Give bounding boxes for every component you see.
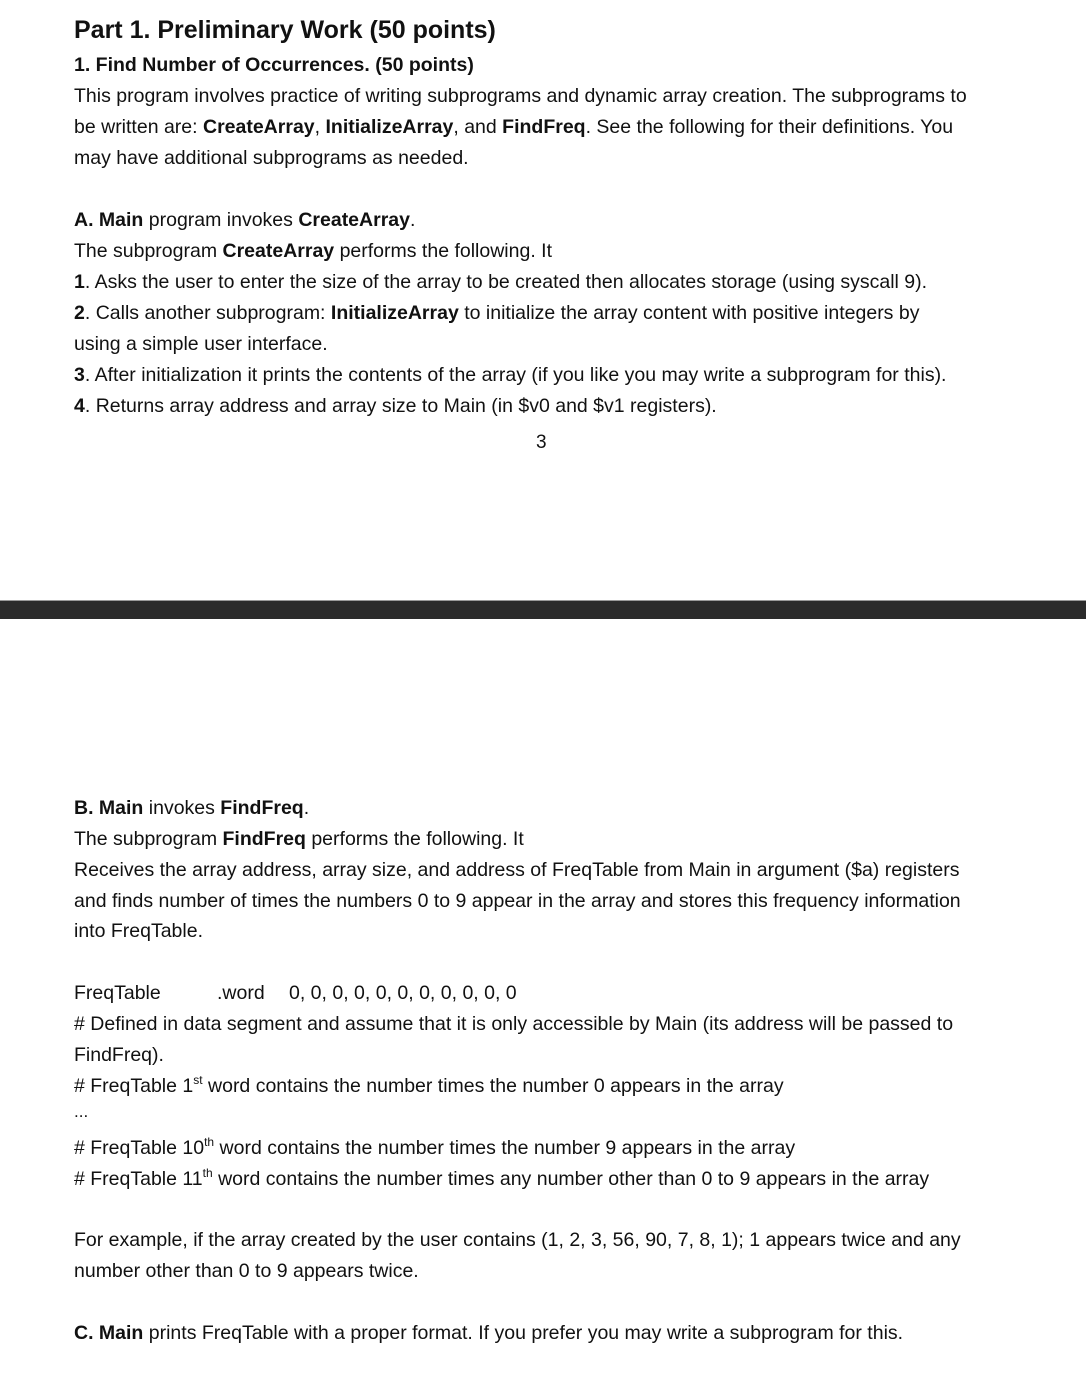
text: . Asks the user to enter the size of the array to be created then allocates storage (using syscall 9). bbox=[84, 271, 928, 293]
part-b-line-1 bbox=[74, 826, 524, 852]
comment-1: # Defined in data segment and assume that it is only accessible by Main (its address will be passed to bbox=[74, 1013, 954, 1035]
intro-text: be written are: bbox=[74, 116, 203, 138]
text: word contains the number times any number other than 0 to 9 appears in the array bbox=[212, 1168, 930, 1190]
subprogram-name: FindFreq bbox=[220, 797, 304, 819]
comment-3 bbox=[74, 1135, 795, 1161]
superscript: th bbox=[204, 1135, 215, 1149]
comment-1-continued: FindFreq). bbox=[74, 1044, 164, 1066]
part-b-desc-3: into FreqTable. bbox=[74, 920, 203, 942]
subprogram-name: CreateArray bbox=[222, 240, 335, 262]
step-1 bbox=[74, 269, 927, 295]
code-directive: .word bbox=[217, 982, 265, 1004]
text: . Calls another subprogram: bbox=[84, 302, 331, 324]
text: program invokes bbox=[143, 209, 299, 231]
ellipsis: ... bbox=[74, 1102, 89, 1121]
page-heading: Part 1. Preliminary Work (50 points) bbox=[74, 16, 496, 44]
part-a-title bbox=[74, 207, 415, 233]
step-number: 4 bbox=[74, 395, 85, 417]
text: word contains the number times the number 0 appears in the array bbox=[202, 1075, 784, 1097]
code-values: 0, 0, 0, 0, 0, 0, 0, 0, 0, 0, 0 bbox=[289, 982, 517, 1004]
text: # FreqTable 11 bbox=[74, 1168, 203, 1190]
text: The subprogram bbox=[74, 240, 223, 262]
intro-text: . See the following for their definitions. You bbox=[585, 116, 954, 138]
example-2: number other than 0 to 9 appears twice. bbox=[74, 1260, 419, 1282]
text: . bbox=[409, 209, 416, 231]
subprogram-name: InitializeArray bbox=[330, 302, 459, 324]
part-b-desc-2: and finds number of times the numbers 0 to 9 appear in the array and stores this frequency information bbox=[74, 890, 961, 912]
page-2 bbox=[0, 619, 1086, 1374]
freqtable-declaration bbox=[74, 980, 517, 1006]
step-4 bbox=[74, 393, 717, 419]
step-2 bbox=[74, 300, 919, 326]
text: The subprogram bbox=[74, 828, 223, 850]
page-separator bbox=[0, 600, 1086, 619]
page-number: 3 bbox=[536, 432, 547, 453]
intro-text: , and bbox=[453, 116, 503, 138]
superscript: st bbox=[193, 1073, 203, 1087]
intro-line-3 bbox=[74, 145, 469, 171]
code-label: FreqTable bbox=[74, 982, 161, 1004]
text: using a simple user interface. bbox=[74, 333, 328, 355]
intro-text: may have additional subprograms as needed. bbox=[74, 147, 469, 169]
intro-text: This program involves practice of writing subprograms and dynamic array creation. The subprograms to bbox=[74, 85, 967, 107]
subprogram-name: CreateArray bbox=[298, 209, 410, 231]
subprogram-name: FindFreq bbox=[502, 116, 586, 138]
intro-text: , bbox=[314, 116, 326, 138]
example-1: For example, if the array created by the user contains (1, 2, 3, 56, 90, 7, 8, 1); 1 appears twice and any bbox=[74, 1229, 961, 1251]
part-b-label: B. Main bbox=[74, 797, 144, 819]
subprogram-name: CreateArray bbox=[202, 116, 315, 138]
comment-2 bbox=[74, 1073, 784, 1099]
part-c bbox=[74, 1320, 903, 1346]
part-a-line-1 bbox=[74, 238, 552, 264]
text: . After initialization it prints the contents of the array (if you like you may write a subprogram for this). bbox=[84, 364, 947, 386]
section-title: 1. Find Number of Occurrences. (50 points) bbox=[74, 54, 474, 76]
step-number: 1 bbox=[74, 271, 85, 293]
page-1 bbox=[0, 0, 1086, 600]
text: performs the following. It bbox=[334, 240, 552, 262]
superscript: th bbox=[202, 1166, 213, 1180]
text: . Returns array address and array size to Main (in $v0 and $v1 registers). bbox=[84, 395, 717, 417]
intro-line-2 bbox=[74, 114, 953, 140]
text: performs the following. It bbox=[305, 828, 524, 850]
text: . bbox=[303, 797, 310, 819]
step-number: 2 bbox=[74, 302, 85, 324]
intro-line-1 bbox=[74, 83, 967, 109]
step-number: 3 bbox=[74, 364, 85, 386]
part-c-label: C. Main bbox=[74, 1322, 144, 1344]
text: word contains the number times the number 9 appears in the array bbox=[214, 1137, 796, 1159]
subprogram-name: InitializeArray bbox=[325, 116, 454, 138]
step-3 bbox=[74, 362, 946, 388]
part-b-title bbox=[74, 795, 309, 821]
text: prints FreqTable with a proper format. If you prefer you may write a subprogram for this. bbox=[143, 1322, 904, 1344]
text: to initialize the array content with positive integers by bbox=[458, 302, 920, 324]
part-b-desc-1: Receives the array address, array size, and address of FreqTable from Main in argument ($a) registers bbox=[74, 859, 960, 881]
text: invokes bbox=[143, 797, 221, 819]
text: # FreqTable 10 bbox=[74, 1137, 205, 1159]
subprogram-name: FindFreq bbox=[222, 828, 306, 850]
text: # FreqTable 1 bbox=[74, 1075, 194, 1097]
step-2-continued bbox=[74, 331, 328, 357]
comment-4 bbox=[74, 1166, 929, 1192]
part-a-label: A. Main bbox=[74, 209, 144, 231]
